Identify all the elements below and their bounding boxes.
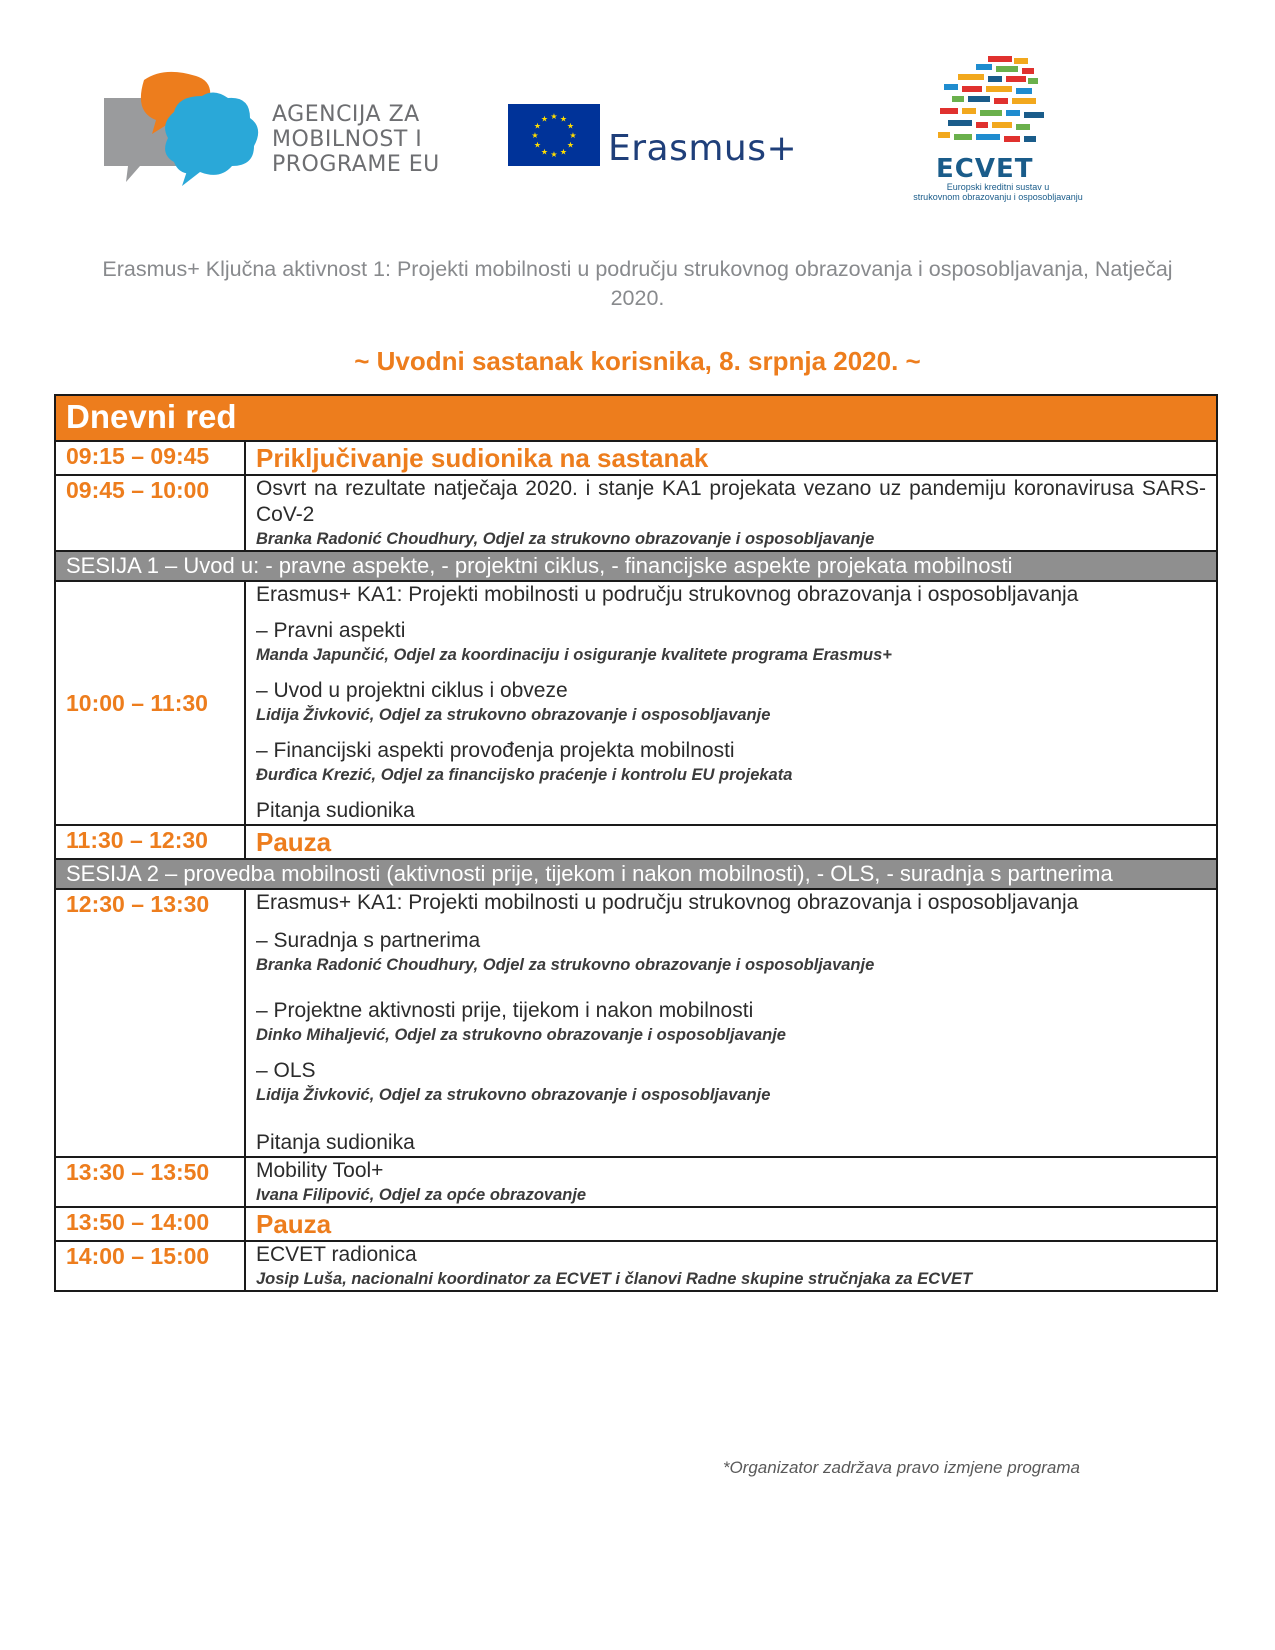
agenda-item-cell <box>245 825 1217 859</box>
speech-bubbles-icon <box>104 70 264 200</box>
session-row <box>55 859 1217 889</box>
agenda-item-cell <box>245 889 1217 1157</box>
agenda-row <box>55 475 1217 551</box>
agenda-item-cell <box>245 581 1217 825</box>
eu-star-icon: ★ <box>531 131 539 140</box>
eu-star-icon: ★ <box>533 140 542 150</box>
agenda-table <box>54 394 1218 1292</box>
topic-title: – Projektne aktivnosti prije, tijekom i nakon mobilnosti <box>256 999 754 1022</box>
agenda-item-title: ECVET radionica <box>256 1243 417 1266</box>
topic-title: – Financijski aspekti provođenja projekta mobilnosti <box>256 739 735 762</box>
agenda-row <box>55 581 1217 825</box>
break-label: Pauza <box>256 827 332 857</box>
agency-name <box>272 102 440 177</box>
agenda-row <box>55 1241 1217 1291</box>
agenda-heading: Dnevni red <box>55 395 1217 441</box>
agency-name-line-3: PROGRAME EU <box>272 152 440 177</box>
ecvet-tagline-line-1: Europski kreditni sustav u <box>946 182 1050 192</box>
eu-star-icon: ★ <box>540 114 549 124</box>
session-intro: Erasmus+ KA1: Projekti mobilnosti u području strukovnog obrazovanja i osposobljavanja <box>256 583 1079 606</box>
eu-flag-icon <box>508 104 600 166</box>
agenda-row <box>55 889 1217 1157</box>
agenda-item-title: Priključivanje sudionika na sastanak <box>256 443 709 473</box>
speaker: Dinko Mihaljević, Odjel za strukovno obrazovanje i osposobljavanje <box>256 1026 786 1044</box>
agenda-row <box>55 1207 1217 1241</box>
questions-label: Pitanja sudionika <box>256 1131 415 1154</box>
speaker: Lidija Živković, Odjel za strukovno obrazovanje i osposobljavanje <box>256 1086 771 1104</box>
disclaimer-note: *Organizator zadržava pravo izmjene programa <box>722 1458 1080 1477</box>
time-slot: 09:15 – 09:45 <box>55 441 245 475</box>
speaker: Branka Radonić Choudhury, Odjel za strukovno obrazovanje i osposobljavanje <box>256 956 875 974</box>
time-slot: 09:45 – 10:00 <box>55 475 245 551</box>
speaker: Manda Japunčić, Odjel za koordinaciju i osiguranje kvalitete programa Erasmus+ <box>256 646 892 664</box>
session-1-heading: SESIJA 1 – Uvod u: - pravne aspekte, - projektni ciklus, - financijske aspekte projekata mobilnosti <box>55 551 1217 581</box>
agenda-row <box>55 825 1217 859</box>
time-slot: 12:30 – 13:30 <box>55 889 245 1157</box>
time-slot: 10:00 – 11:30 <box>55 581 245 825</box>
agenda-row <box>55 441 1217 475</box>
topic-title: – Pravni aspekti <box>256 619 406 642</box>
agenda-item-title: Mobility Tool+ <box>256 1159 384 1182</box>
agenda-item-cell <box>245 1207 1217 1241</box>
agenda-item-cell <box>245 475 1217 551</box>
topic-title: – Uvod u projektni ciklus i obveze <box>256 679 568 702</box>
agenda-row <box>55 1157 1217 1207</box>
eu-star-icon: ★ <box>550 150 558 159</box>
ecvet-tagline-line-2: strukovnom obrazovanju i osposobljavanju <box>913 192 1083 202</box>
time-slot: 13:30 – 13:50 <box>55 1157 245 1207</box>
ecvet-logo <box>898 54 1098 208</box>
agenda-item-title: Osvrt na rezultate natječaja 2020. i stanje KA1 projekata vezano uz pandemiju koronavirusa SARS-CoV-2 <box>256 477 1206 526</box>
topic-title: – OLS <box>256 1059 316 1082</box>
eu-star-icon: ★ <box>566 121 575 131</box>
agenda-header-row <box>55 395 1217 441</box>
eu-star-icon: ★ <box>533 121 542 131</box>
eu-star-icon: ★ <box>550 112 558 121</box>
speaker: Đurđica Krezić, Odjel za financijsko praćenje i kontrolu EU projekata <box>256 766 793 784</box>
eu-star-icon: ★ <box>569 131 577 140</box>
time-slot: 11:30 – 12:30 <box>55 825 245 859</box>
ecvet-wordmark: ECVET <box>936 154 1034 184</box>
ecvet-tagline <box>898 182 1098 202</box>
eu-star-icon: ★ <box>559 114 568 124</box>
erasmus-wordmark: Erasmus+ <box>608 128 798 169</box>
time-slot: 14:00 – 15:00 <box>55 1241 245 1291</box>
break-label: Pauza <box>256 1209 332 1239</box>
agenda-item-cell <box>245 1157 1217 1207</box>
call-subtitle: Erasmus+ Ključna aktivnost 1: Projekti mobilnosti u području strukovnog obrazovanja i osposobljavanja, Natječaj 2020. <box>102 257 1173 310</box>
agenda-item-cell <box>245 1241 1217 1291</box>
ecvet-mosaic-icon <box>918 54 1078 154</box>
speaker: Branka Radonić Choudhury, Odjel za strukovno obrazovanje i osposobljavanje <box>256 530 875 548</box>
eu-star-icon: ★ <box>566 140 575 150</box>
agency-name-line-2: MOBILNOST I <box>272 127 423 152</box>
questions-label: Pitanja sudionika <box>256 799 415 822</box>
agency-name-line-1: AGENCIJA ZA <box>272 102 420 127</box>
eu-star-icon: ★ <box>540 147 549 157</box>
speaker: Ivana Filipović, Odjel za opće obrazovanje <box>256 1186 587 1204</box>
time-slot: 13:50 – 14:00 <box>55 1207 245 1241</box>
speaker: Lidija Živković, Odjel za strukovno obrazovanje i osposobljavanje <box>256 706 771 724</box>
erasmus-logo <box>508 104 818 170</box>
session-2-heading: SESIJA 2 – provedba mobilnosti (aktivnosti prije, tijekom i nakon mobilnosti), - OLS, - suradnja s partnerima <box>55 859 1217 889</box>
topic-title: – Suradnja s partnerima <box>256 929 481 952</box>
speaker: Josip Luša, nacionalni koordinator za ECVET i članovi Radne skupine stručnjaka za ECVET <box>256 1270 973 1288</box>
agency-logo <box>104 70 440 200</box>
agenda-item-cell <box>245 441 1217 475</box>
eu-star-icon: ★ <box>559 147 568 157</box>
meeting-title: ~ Uvodni sastanak korisnika, 8. srpnja 2020. ~ <box>354 346 921 376</box>
session-intro: Erasmus+ KA1: Projekti mobilnosti u području strukovnog obrazovanja i osposobljavanja <box>256 891 1079 914</box>
session-row <box>55 551 1217 581</box>
